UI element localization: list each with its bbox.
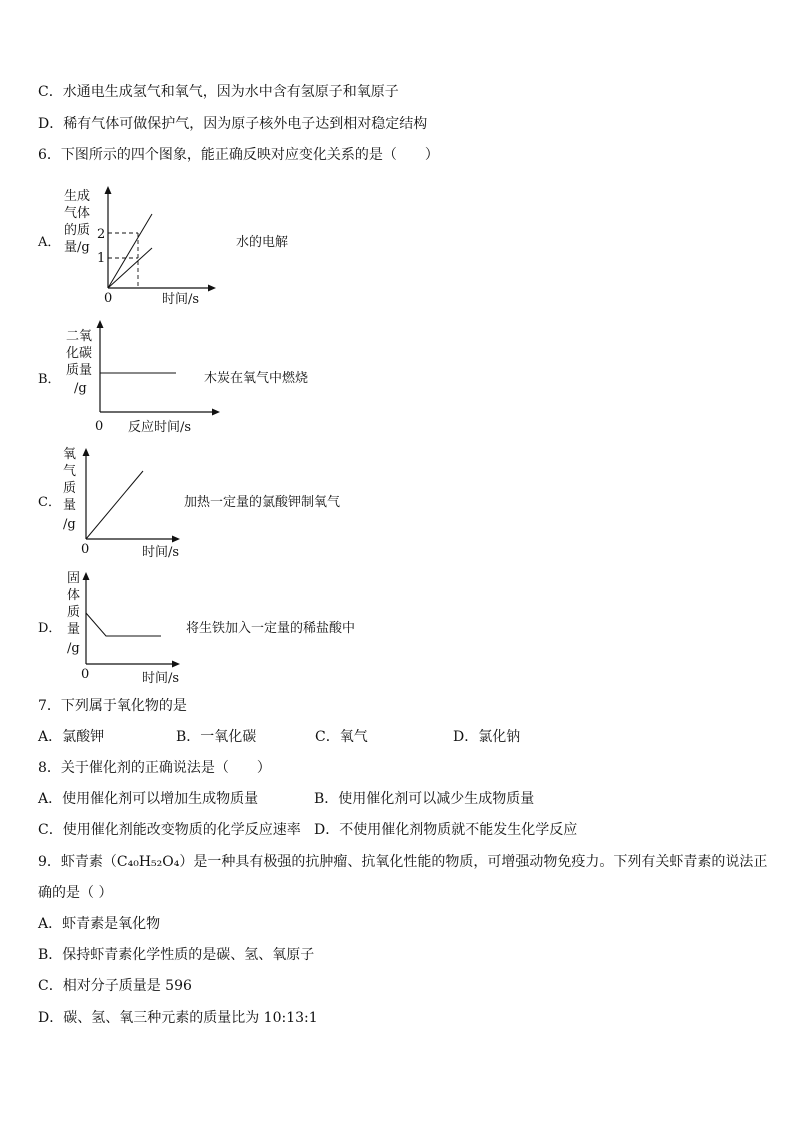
graph-b-ylabel-1: 二氧	[66, 329, 93, 344]
graph-c-origin: 0	[81, 542, 90, 557]
graph-d-label: D．	[38, 621, 62, 636]
graph-c-label: C．	[38, 495, 61, 510]
graph-c-ylabel-4: 量	[63, 498, 77, 513]
graph-d-ylabel-4: 量	[67, 622, 81, 637]
graph-b-ylabel-2: 化碳	[66, 346, 93, 361]
q9-option-a: A．虾青素是氧化物	[38, 916, 161, 932]
graph-b-ylabel-4: /g	[74, 381, 87, 396]
graph-b-caption: 木炭在氧气中燃烧	[204, 371, 309, 386]
graph-c-ylabel-2: 气	[63, 464, 77, 479]
graph-b-origin: 0	[95, 419, 104, 434]
graph-a-ylabel-2: 气体	[64, 206, 91, 221]
graph-a-ylabel-4: 量/g	[64, 240, 90, 255]
q8-stem: 8．关于催化剂的正确说法是（ ）	[38, 760, 271, 776]
graph-d-ylabel-3: 质	[67, 605, 81, 620]
graph-a-ylabel-3: 的质	[64, 223, 91, 238]
q7-stem: 7．下列属于氧化物的是	[38, 698, 187, 714]
graph-b-label: B．	[38, 372, 61, 387]
q9-option-b: B．保持虾青素化学性质的是碳、氢、氧原子	[38, 947, 315, 963]
q9-stem-line-1: 9．虾青素（C₄₀H₅₂O₄）是一种具有极强的抗肿瘤、抗氧化性能的物质，可增强动物免疫力。下列有关虾青素的说法正	[38, 854, 768, 870]
q9-option-c: C．相对分子质量是 596	[38, 978, 192, 994]
graph-d	[30, 566, 390, 686]
graph-c-caption: 加热一定量的氯酸钾制氧气	[184, 495, 341, 510]
graph-d-ylabel-5: /g	[67, 641, 80, 656]
graph-a-line-hydrogen	[108, 214, 152, 288]
graph-c	[30, 442, 370, 562]
graph-a-line-oxygen	[108, 248, 152, 288]
q7-option-c: C．氧气	[315, 729, 368, 745]
graph-c-ylabel-5: /g	[63, 517, 76, 532]
q9-stem-line-2: 确的是（ ）	[38, 885, 113, 901]
q8-option-d: D．不使用催化剂物质就不能发生化学反应	[314, 822, 578, 838]
graph-d-x-arrow	[172, 661, 180, 668]
q8-option-c: C．使用催化剂能改变物质的化学反应速率	[38, 822, 301, 838]
graph-b-y-arrow	[97, 320, 104, 328]
graph-a-ylabel-1: 生成	[64, 189, 91, 204]
graph-d-xlabel: 时间/s	[142, 671, 180, 686]
graph-a-tick-1: 1	[97, 251, 106, 266]
q8-option-b: B．使用催化剂可以减少生成物质量	[314, 791, 535, 807]
graph-a-caption: 水的电解	[236, 235, 289, 250]
graph-b-ylabel-3: 质量	[66, 363, 93, 378]
graph-c-ylabel-3: 质	[63, 481, 77, 496]
q9-option-d: D．碳、氢、氧三种元素的质量比为 10:13:1	[38, 1010, 318, 1026]
graph-b	[30, 318, 350, 438]
graph-d-ylabel-2: 体	[67, 588, 81, 603]
q6-stem: 6．下图所示的四个图象，能正确反映对应变化关系的是（ ）	[38, 147, 439, 163]
graph-c-x-arrow	[172, 536, 180, 543]
graph-d-y-arrow	[83, 572, 90, 580]
q8-option-a: A．使用催化剂可以增加生成物质量	[38, 791, 259, 807]
graph-c-ylabel-1: 氧	[63, 447, 77, 462]
graph-a-label: A．	[38, 235, 61, 250]
graph-a-origin: 0	[104, 291, 113, 306]
graph-b-xlabel: 反应时间/s	[128, 420, 192, 435]
graph-a-y-arrow	[105, 186, 112, 194]
graph-a	[30, 180, 330, 310]
graph-a-x-arrow	[208, 285, 216, 292]
graph-c-y-arrow	[83, 448, 90, 456]
graph-d-origin: 0	[81, 667, 90, 682]
q7-option-b: B．一氧化碳	[176, 729, 257, 745]
q7-option-a: A．氯酸钾	[38, 729, 105, 745]
graph-a-tick-2: 2	[97, 227, 106, 242]
graph-d-ylabel-1: 固	[67, 571, 81, 586]
graph-a-xlabel: 时间/s	[162, 292, 200, 307]
graph-d-caption: 将生铁加入一定量的稀盐酸中	[186, 621, 356, 636]
q5-option-d: D．稀有气体可做保护气，因为原子核外电子达到相对稳定结构	[38, 116, 428, 132]
q7-option-d: D．氯化钠	[453, 729, 521, 745]
graph-b-x-arrow	[212, 409, 220, 416]
graph-c-xlabel: 时间/s	[142, 545, 180, 560]
q5-option-c: C．水通电生成氢气和氧气，因为水中含有氢原子和氧原子	[38, 84, 399, 100]
graph-d-line	[86, 613, 161, 636]
graph-c-line	[86, 471, 143, 539]
